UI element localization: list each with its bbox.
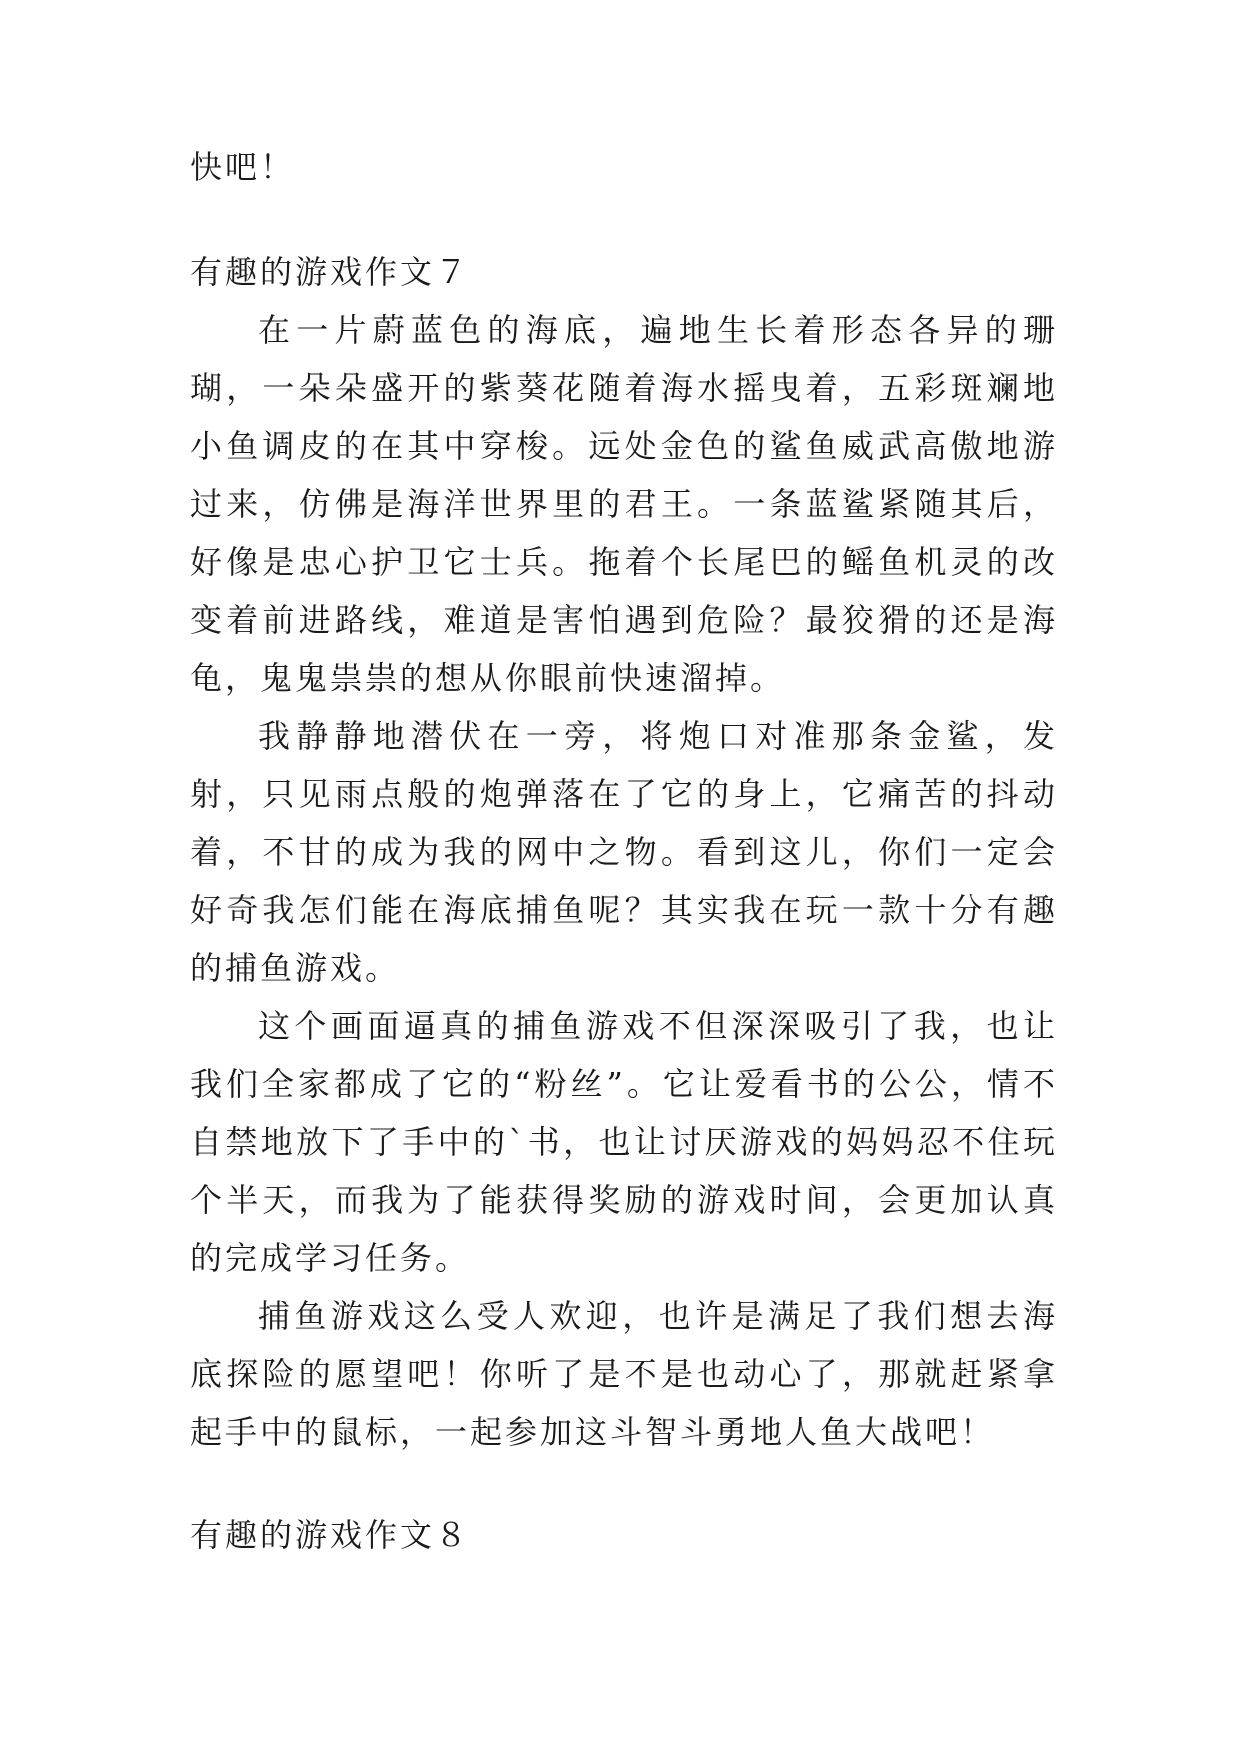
essay-7-heading: 有趣的游戏作文７ <box>190 253 471 291</box>
continuation-fragment <box>190 138 1058 196</box>
essay-7-paragraph-1 <box>190 301 1058 707</box>
paragraph-text: 在一片蔚蓝色的海底，遍地生长着形态各异的珊瑚，一朵朵盛开的紫葵花随着海水摇曳着，五彩斑斓地小鱼调皮的在其中穿梭。远处金色的鲨鱼威武高傲地游过来，仿佛是海洋世界里的君王。一条蓝鲨紧随其后，好像是忠心护卫它士兵。拖着个长尾巴的鳐鱼机灵的改变着前进路线，难道是害怕遇到危险？最狡猾的还是海龟，鬼鬼祟祟的想从你眼前快速溜掉。 <box>190 311 1058 697</box>
paragraph-text: 我静静地潜伏在一旁，将炮口对准那条金鲨，发射，只见雨点般的炮弹落在了它的身上，它痛苦的抖动着，不甘的成为我的网中之物。看到这儿，你们一定会好奇我怎们能在海底捕鱼呢？其实我在玩一款十分有趣的捕鱼游戏。 <box>190 717 1058 987</box>
essay-7 <box>190 243 1058 1461</box>
previous-essay-ending: 快吧！ <box>190 148 296 186</box>
paragraph-text: 这个画面逼真的捕鱼游戏不但深深吸引了我，也让我们全家都成了它的“粉丝”。它让爱看书的公公，情不自禁地放下了手中的`书，也让讨厌游戏的妈妈忍不住玩个半天，而我为了能获得奖励的游戏时间，会更加认真的完成学习任务。 <box>190 1007 1058 1277</box>
essay-7-paragraph-3 <box>190 997 1058 1287</box>
essay-7-paragraph-2 <box>190 707 1058 997</box>
essay-8-heading: 有趣的游戏作文８ <box>190 1516 471 1554</box>
essay-7-paragraph-4 <box>190 1287 1058 1461</box>
paragraph-text: 捕鱼游戏这么受人欢迎，也许是满足了我们想去海底探险的愿望吧！你听了是不是也动心了，那就赶紧拿起手中的鼠标，一起参加这斗智斗勇地人鱼大战吧！ <box>190 1297 1058 1451</box>
essay-8 <box>190 1506 1058 1564</box>
